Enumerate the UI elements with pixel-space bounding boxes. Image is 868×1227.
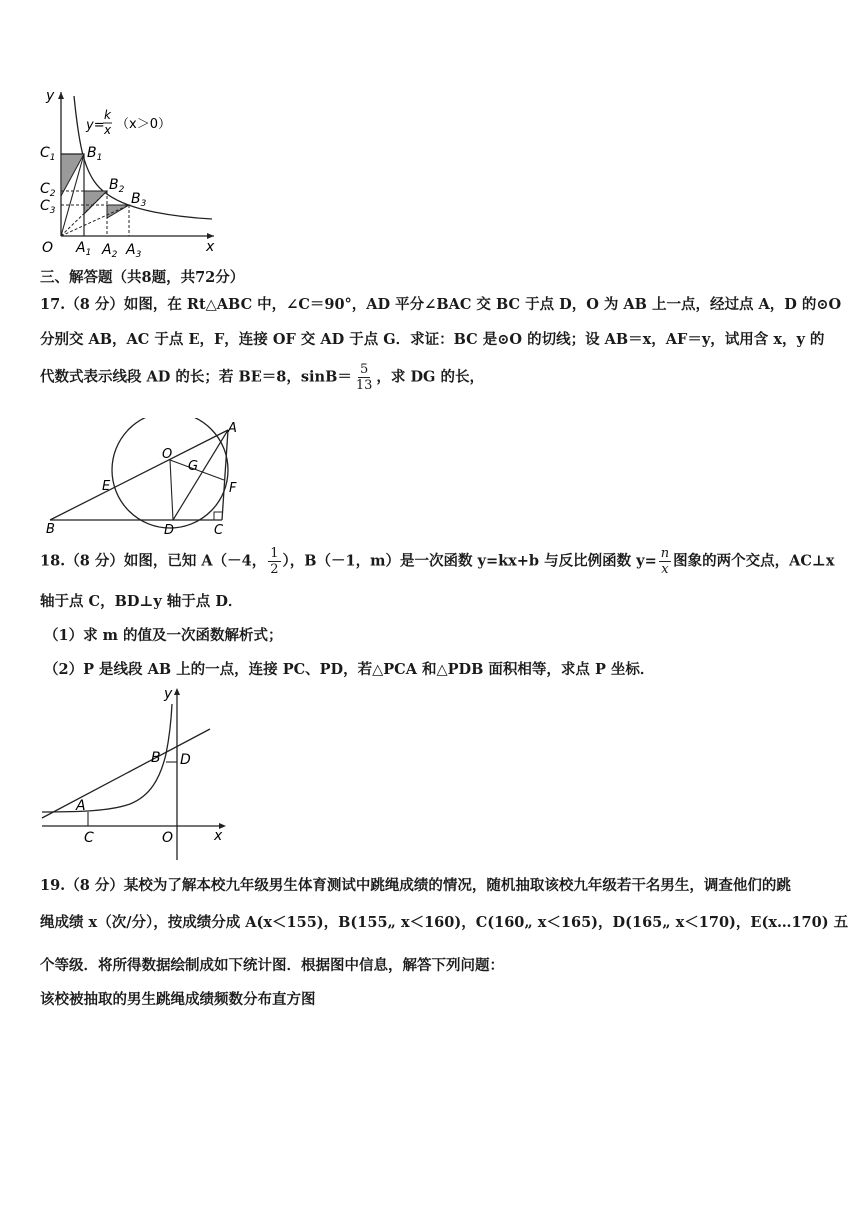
label-o-18: O	[162, 830, 174, 846]
q17-line2: 分别交 AB，AC 于点 E，F，连接 OF 交 AD 于点 G．求证：BC 是⊙O 的切线；设 AB＝x，AF＝y，试用含 x，y 的	[40, 331, 825, 348]
label-d: D	[164, 523, 175, 538]
section-title: 三、解答题（共8题，共72分）	[40, 269, 245, 286]
label-a2: $A_2$	[102, 242, 118, 260]
label-a1: $A_1$	[76, 240, 92, 258]
q18-frac1-num: 1	[270, 546, 279, 561]
label-b1: $B_1$	[87, 145, 103, 163]
q18-line1-c: 图象的两个交点，AC⊥x	[673, 552, 835, 570]
q18-part2: （2）P 是线段 AB 上的一点，连接 PC、PD，若△PCA 和△PDB 面积相等，求点 P 坐标．	[44, 661, 655, 678]
q19-line4: 该校被抽取的男生跳绳成绩频数分布直方图	[40, 991, 316, 1008]
q19-line1: 19.（8 分）某校为了解本校九年级男生体育测试中跳绳成绩的情况，随机抽取该校九年级若干名男生，调查他们的跳	[40, 877, 791, 894]
label-a: A	[228, 421, 237, 436]
q17-fraction	[354, 362, 375, 393]
label-d-18: D	[180, 752, 191, 768]
label-c: C	[214, 523, 224, 538]
origin-label: O	[42, 240, 54, 256]
label-b-18: B	[151, 750, 161, 766]
q19-line2: 绳成绩 x（次/分），按成绩分成 A(x＜155)，B(155„ x＜160)，C(160„ x＜165)，D(165„ x＜170)，E(x…170) 五	[40, 914, 849, 931]
label-c3: $C_3$	[40, 198, 56, 216]
x-axis-label-18: x	[214, 828, 223, 844]
formula-prefix: y=	[86, 118, 105, 133]
hyperbola-figure	[34, 86, 224, 261]
q17-line3-a: 代数式表示线段 AD 的长；若 BE＝8，sinB＝	[40, 368, 352, 386]
q18-line1	[40, 546, 834, 577]
label-b3: $B_3$	[131, 191, 147, 209]
label-a3: $A_3$	[126, 242, 142, 260]
q17-frac-num: 5	[359, 362, 369, 377]
q18-fraction-1	[268, 546, 280, 577]
label-b: B	[46, 522, 55, 537]
formula-den: x	[104, 123, 112, 137]
q17-frac-den: 13	[355, 378, 373, 393]
q17-line3	[40, 362, 484, 393]
circle-triangle-figure	[40, 418, 250, 538]
label-f: F	[229, 481, 237, 496]
label-g: G	[188, 459, 199, 474]
q17-line1: 17.（8 分）如图，在 Rt△ABC 中，∠C＝90°，AD 平分∠BAC 交 BC 于点 D，O 为 AB 上一点，经过点 A，D 的⊙O	[40, 296, 842, 313]
q18-line1-a: 18.（8 分）如图，已知 A（－4，	[40, 552, 267, 570]
linear-inverse-figure	[40, 684, 240, 864]
q18-line2: 轴于点 C，BD⊥y 轴于点 D．	[40, 593, 243, 610]
x-axis-label: x	[206, 239, 215, 255]
label-b2: $B_2$	[109, 177, 125, 195]
label-c1: $C_1$	[40, 145, 56, 163]
q18-part1: （1）求 m 的值及一次函数解析式；	[44, 627, 283, 644]
q18-line1-b: ），B（－1，m）是一次函数 y=kx+b 与反比例函数 y=	[282, 552, 657, 570]
q18-frac2-den: x	[661, 562, 669, 577]
y-axis-label-18: y	[164, 686, 173, 702]
q18-fraction-2	[659, 546, 671, 577]
label-c2: $C_2$	[40, 181, 56, 199]
q18-frac1-den: 2	[270, 562, 279, 577]
formula-num: k	[104, 108, 111, 122]
label-c-18: C	[84, 830, 94, 846]
y-axis-label: y	[46, 88, 55, 104]
q17-line3-b: ，求 DG 的长，	[376, 368, 484, 386]
label-o: O	[162, 447, 173, 462]
q18-frac2-num: n	[660, 546, 670, 561]
label-e: E	[102, 479, 111, 494]
formula-condition: （x＞0）	[116, 117, 171, 132]
label-a-18: A	[76, 798, 86, 814]
q19-line3: 个等级．将所得数据绘制成如下统计图．根据图中信息，解答下列问题：	[40, 957, 504, 974]
